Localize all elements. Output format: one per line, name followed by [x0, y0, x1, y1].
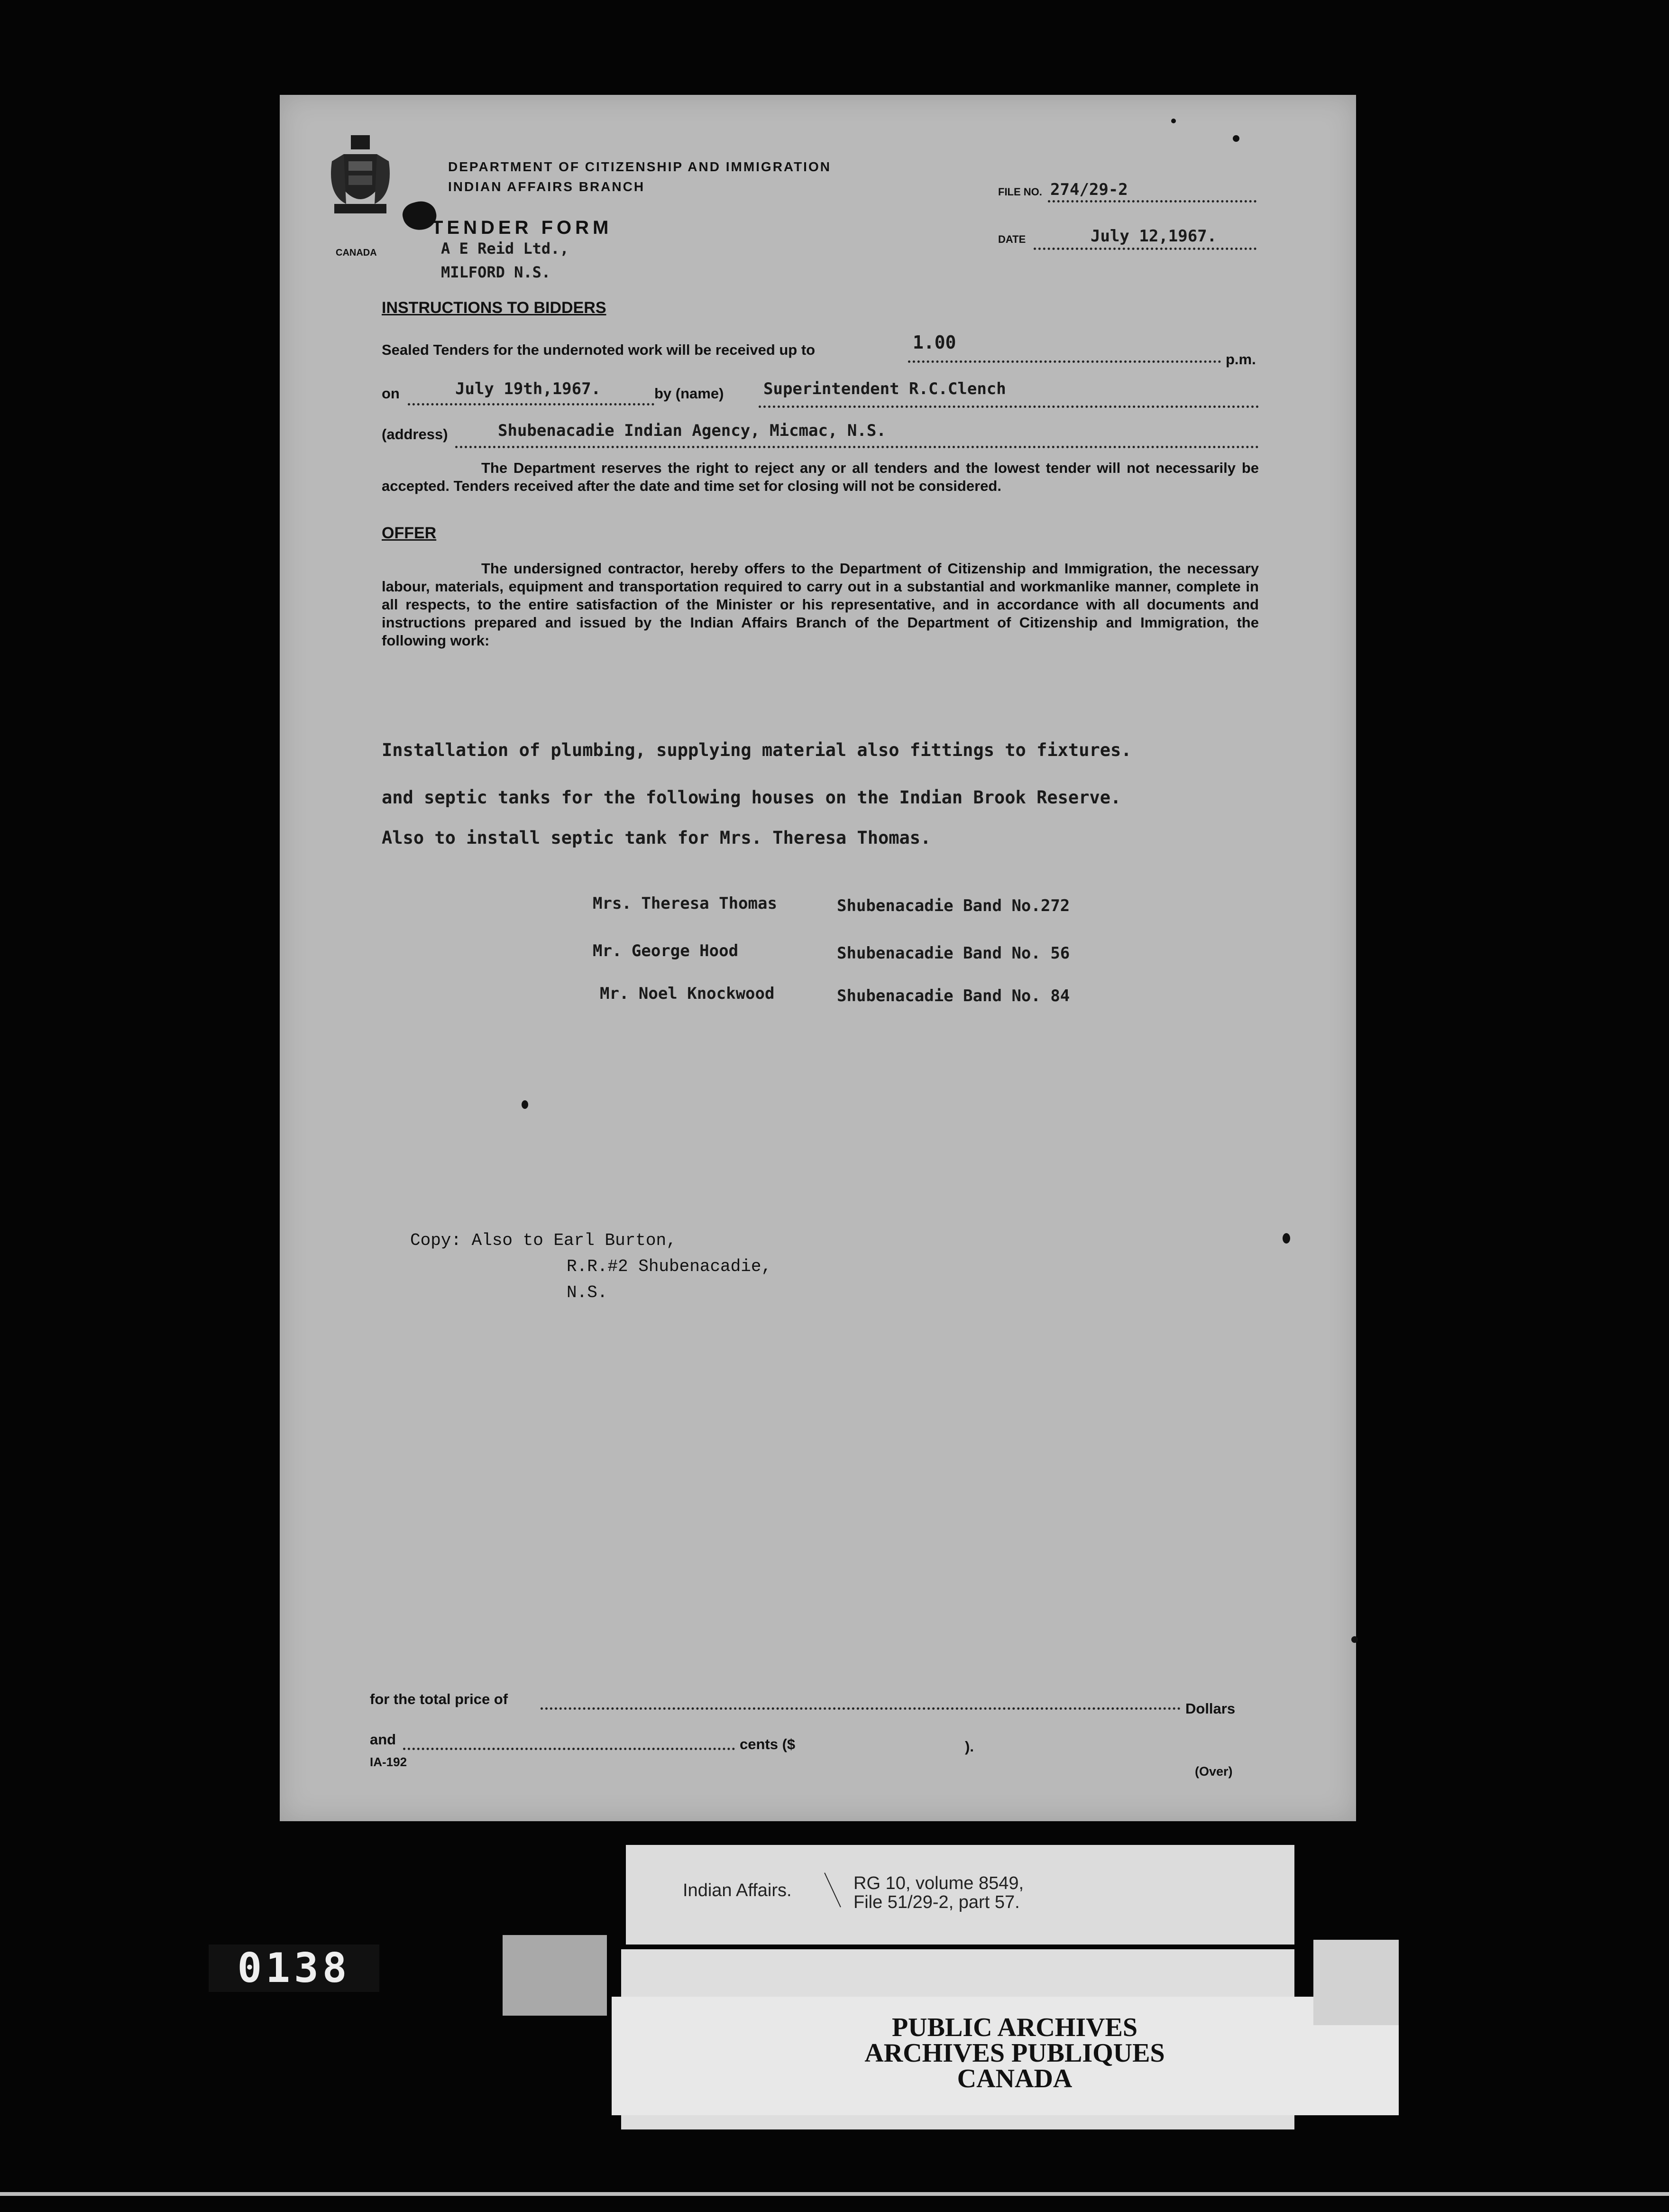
file-number-value: 274/29-2: [1050, 180, 1128, 199]
branch-name: INDIAN AFFAIRS BRANCH: [448, 179, 645, 194]
speck: [1171, 119, 1176, 123]
dollars-label: Dollars: [1185, 1700, 1236, 1717]
instructions-paragraph: The Department reserves the right to reject any or all tenders and the lowest tender will not necessarily be accepted. Tenders received after the date and time set for closing will not be considered.: [382, 460, 1259, 494]
on-label: on: [382, 385, 400, 402]
frame-counter-value: 0138: [237, 1945, 351, 1992]
copy-line-1: Copy: Also to Earl Burton,: [410, 1231, 677, 1250]
on-value: July 19th,1967.: [455, 379, 601, 398]
total-price-line: [541, 1707, 1181, 1710]
on-line: [408, 403, 654, 406]
address-label: (address): [382, 426, 448, 442]
copy-line-3: N.S.: [567, 1283, 608, 1302]
time-value: 1.00: [913, 332, 956, 353]
speck: [1351, 1636, 1358, 1643]
cents-label: cents ($: [740, 1736, 796, 1752]
by-line: [759, 406, 1259, 408]
time-suffix: p.m.: [1226, 351, 1256, 368]
house-band: Shubenacadie Band No. 56: [837, 944, 1070, 963]
by-value: Superintendent R.C.Clench: [763, 379, 1006, 398]
date-label: DATE: [998, 233, 1026, 245]
file-number-line: [1048, 200, 1256, 203]
house-band: Shubenacadie Band No. 84: [837, 986, 1070, 1005]
by-label: by (name): [654, 385, 724, 402]
cents-line: [403, 1748, 735, 1750]
and-label: and: [370, 1731, 396, 1748]
archive-source: Indian Affairs.: [683, 1880, 792, 1900]
speck: [1233, 135, 1239, 142]
coat-of-arms-icon: [327, 133, 394, 242]
archive-reference-2: File 51/29-2, part 57.: [853, 1892, 1020, 1912]
form-code: IA-192: [370, 1755, 407, 1769]
instructions-heading: INSTRUCTIONS TO BIDDERS: [382, 299, 606, 317]
house-name: Mr. Noel Knockwood: [600, 984, 775, 1003]
house-band: Shubenacadie Band No.272: [837, 896, 1070, 915]
archive-stamp-line-3: CANADA: [957, 2064, 1073, 2093]
time-line: [908, 360, 1221, 363]
total-price-label: for the total price of: [370, 1691, 508, 1707]
frame-counter: [209, 1945, 379, 1992]
work-line-2: and septic tanks for the following houses on the Indian Brook Reserve.: [382, 787, 1121, 808]
film-edge: [0, 2192, 1669, 2196]
over-label: (Over): [1195, 1764, 1233, 1779]
speck: [522, 1100, 528, 1109]
address-value: Shubenacadie Indian Agency, Micmac, N.S.: [498, 421, 886, 440]
offer-paragraph: The undersigned contractor, hereby offers to the Department of Citizenship and Immigration, the necessary labour, materials, equipment and transportation required to carry out in a substantial and workmanlike manner, complete in all respects, to the entire satisfaction of the Minister or his representative, and in accordance with all documents and instructions prepared and issued by the Indian Affairs Branch of the Department of Citizenship and Immigration, the following work:: [382, 560, 1259, 649]
speck: [1283, 1233, 1290, 1244]
house-name: Mr. George Hood: [593, 941, 739, 960]
department-name: DEPARTMENT OF CITIZENSHIP AND IMMIGRATION: [448, 159, 831, 174]
cents-close: ).: [965, 1738, 974, 1755]
work-line-1: Installation of plumbing, supplying material also fittings to fixtures.: [382, 740, 1132, 760]
archive-stamp-line-1: PUBLIC ARCHIVES: [891, 2013, 1138, 2042]
archive-reference-1: RG 10, volume 8549,: [853, 1873, 1024, 1893]
film-label-light: [1313, 1940, 1399, 2025]
addressee-line-2: MILFORD N.S.: [441, 263, 551, 281]
offer-heading: OFFER: [382, 524, 437, 542]
date-value: July 12,1967.: [1091, 227, 1217, 246]
archive-stamp-line-2: ARCHIVES PUBLIQUES: [864, 2038, 1165, 2068]
addressee-line-1: A E Reid Ltd.,: [441, 240, 569, 258]
file-number-label: FILE NO.: [998, 186, 1042, 198]
film-label-gray: [503, 1935, 607, 2016]
instructions-line-1: Sealed Tenders for the undernoted work will be received up to: [382, 341, 816, 358]
crest-label: CANADA: [336, 248, 377, 258]
address-line: [455, 446, 1259, 448]
form-title: TENDER FORM: [431, 217, 613, 238]
house-name: Mrs. Theresa Thomas: [593, 894, 777, 913]
work-line-3: Also to install septic tank for Mrs. Theresa Thomas.: [382, 828, 931, 848]
copy-line-2: R.R.#2 Shubenacadie,: [567, 1257, 772, 1276]
date-line: [1034, 248, 1256, 250]
